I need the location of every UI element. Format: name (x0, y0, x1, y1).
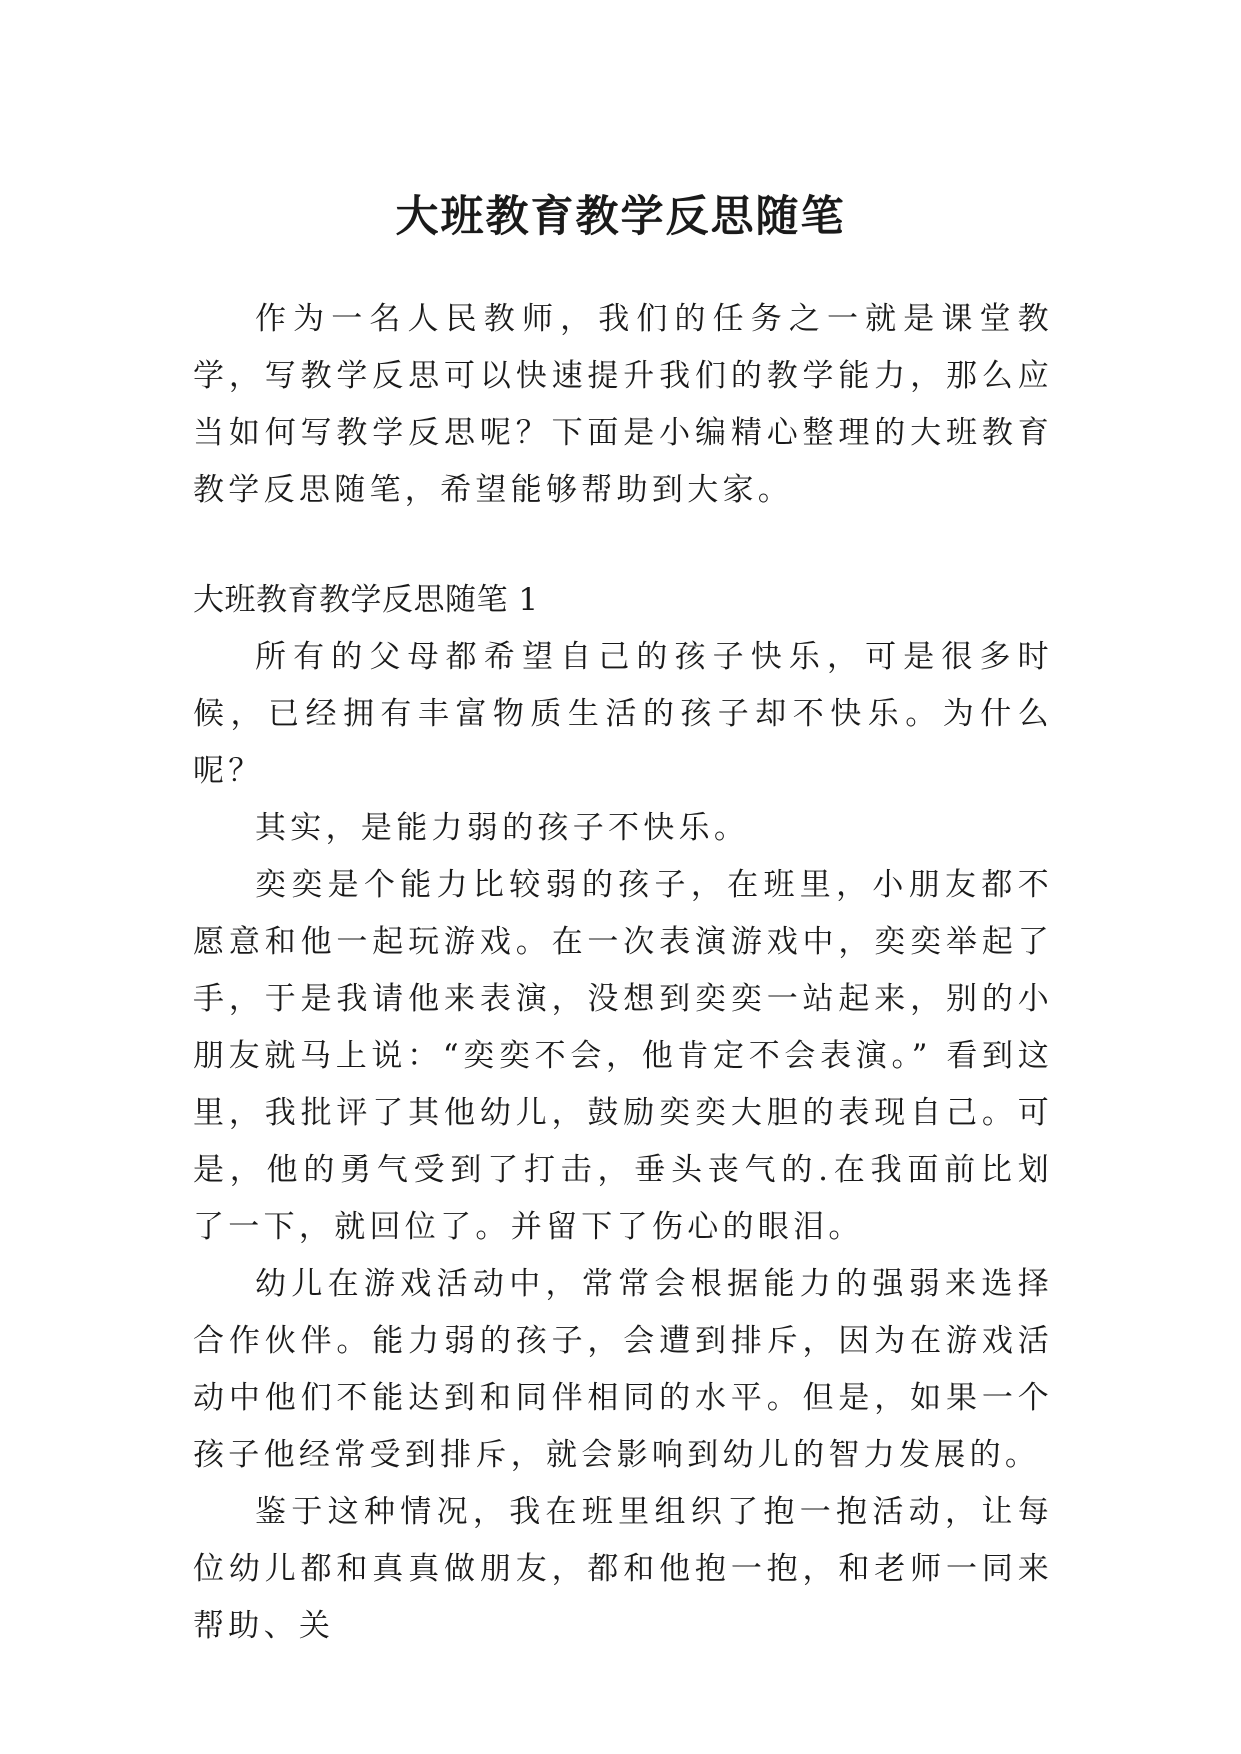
intro-paragraph: 作为一名人民教师，我们的任务之一就是课堂教学，写教学反思可以快速提升我们的教学能力，那么应当如何写教学反思呢？下面是小编精心整理的大班教育教学反思随笔，希望能够帮助到大家。 (193, 301, 1053, 508)
section-heading: 大班教育教学反思随笔 1 (193, 582, 539, 618)
body-paragraph: 所有的父母都希望自己的孩子快乐，可是很多时候，已经拥有丰富物质生活的孩子却不快乐。为什么呢？ (193, 639, 1053, 789)
body-paragraph: 幼儿在游戏活动中，常常会根据能力的强弱来选择合作伙伴。能力弱的孩子，会遭到排斥，因为在游戏活动中他们不能达到和同伴相同的水平。但是，如果一个孩子他经常受到排斥，就会影响到幼儿的智力发展的。 (193, 1266, 1053, 1473)
body-paragraph: 鉴于这种情况，我在班里组织了抱一抱活动，让每位幼儿都和真真做朋友，都和他抱一抱，和老师一同来帮助、关 (193, 1494, 1053, 1644)
body-paragraph: 奕奕是个能力比较弱的孩子，在班里，小朋友都不愿意和他一起玩游戏。在一次表演游戏中，奕奕举起了手，于是我请他来表演，没想到奕奕一站起来，别的小朋友就马上说：“奕奕不会，他肯定不会表演。” 看到这里，我批评了其他幼儿，鼓励奕奕大胆的表现自己。可是，他的勇气受到了打击，垂头丧气的.在我面前比划了一下，就回位了。并留下了伤心的眼泪。 (193, 867, 1053, 1245)
document-body (193, 291, 1053, 1655)
body-paragraph: 其实，是能力弱的孩子不快乐。 (255, 810, 750, 846)
document-title: 大班教育教学反思随笔 (395, 191, 846, 242)
